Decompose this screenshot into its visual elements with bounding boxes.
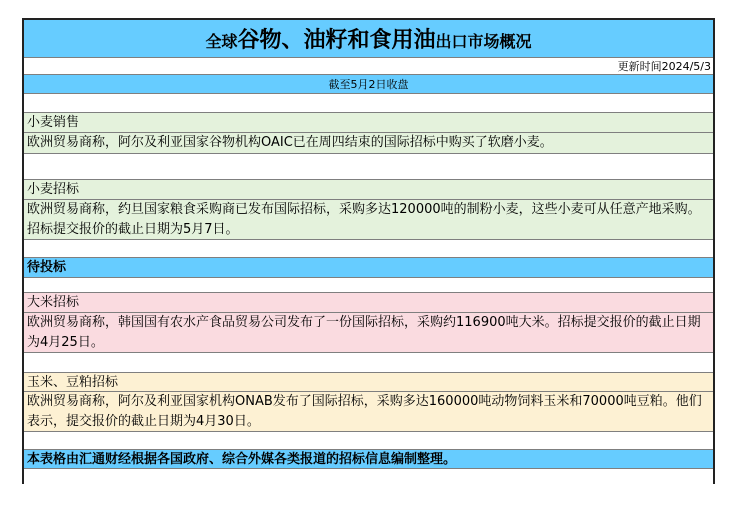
spacer-row (24, 469, 713, 484)
wheat-tender-body: 欧洲贸易商称，约旦国家粮食采购商已发布国际招标，采购多达120000吨的制粉小麦，这些小麦可从任意产地采购。招标提交报价的截止日期为5月7日。 (24, 200, 713, 240)
corn-soymeal-tender-body: 欧洲贸易商称，阿尔及利亚国家机构ONAB发布了国际招标，采购多达160000吨动物饲料玉米和70000吨豆粕。他们表示，提交报价的截止日期为4月30日。 (24, 392, 713, 432)
title-prefix: 全球 (205, 32, 238, 51)
page-title (24, 20, 713, 58)
corn-soymeal-tender-heading: 玉米、豆粕招标 (24, 373, 713, 392)
spacer-row (24, 240, 713, 258)
pending-tender-label: 待投标 (24, 258, 713, 278)
spacer-row (24, 353, 713, 373)
spacer-row (24, 432, 713, 450)
update-time: 更新时间2024/5/3 (24, 58, 713, 75)
spacer-row (24, 278, 713, 293)
spacer-row (24, 94, 713, 113)
source-note: 本表格由汇通财经根据各国政府、综合外媒各类报道的招标信息编制整理。 (24, 450, 713, 469)
wheat-sales-heading: 小麦销售 (24, 113, 713, 133)
tender-summary-table (22, 18, 715, 484)
rice-tender-body: 欧洲贸易商称，韩国国有农水产食品贸易公司发布了一份国际招标，采购约116900吨大米。招标提交报价的截止日期为4月25日。 (24, 313, 713, 353)
title-suffix: 出口市场概况 (435, 32, 532, 51)
cutoff-date-bar: 截至5月2日收盘 (24, 75, 713, 94)
wheat-tender-heading: 小麦招标 (24, 180, 713, 200)
spacer-row (24, 154, 713, 180)
wheat-sales-body: 欧洲贸易商称，阿尔及利亚国家谷物机构OAIC已在周四结束的国际招标中购买了软磨小麦。 (24, 133, 713, 154)
rice-tender-heading: 大米招标 (24, 293, 713, 313)
title-main: 谷物、油籽和食用油 (237, 27, 436, 53)
